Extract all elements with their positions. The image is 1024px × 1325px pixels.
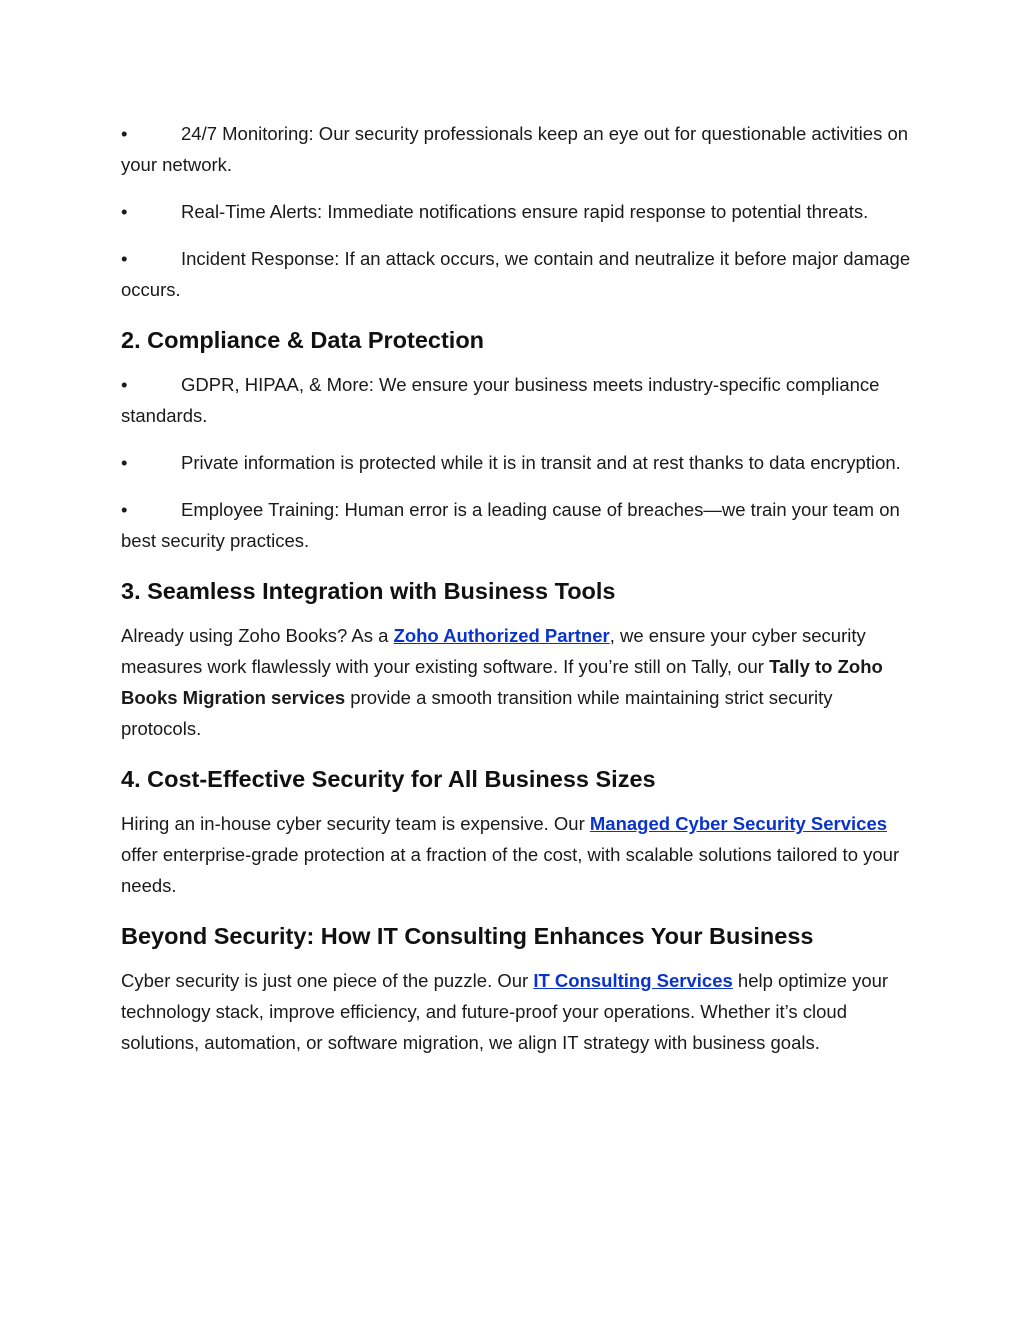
bullet-dot: • [121, 201, 128, 222]
text-run: Already using Zoho Books? As a [121, 625, 394, 646]
bullet-item-alerts [121, 196, 911, 227]
text-run: , we ensure your cyber security measures work flawlessly with your existing software. If you’re still on Tally, our [121, 625, 866, 677]
text-run: Hiring an in-house cyber security team is expensive. Our [121, 813, 590, 834]
bullet-text: 24/7 Monitoring: Our security professionals keep an eye out for questionable activities on your network. [121, 123, 909, 175]
bullet-item-monitoring [121, 118, 911, 180]
bullet-text: Real-Time Alerts: Immediate notifications ensure rapid response to potential threats. [181, 201, 869, 222]
bullet-dot: • [121, 248, 128, 269]
bullet-dot: • [121, 123, 128, 144]
bullet-text: Employee Training: Human error is a leading cause of breaches—we train your team on best security practices. [121, 499, 900, 551]
paragraph-it-consulting [121, 965, 911, 1058]
bullet-dot: • [121, 374, 128, 395]
section-heading-integration: 3. Seamless Integration with Business Tools [121, 578, 616, 604]
section-heading-beyond-security: Beyond Security: How IT Consulting Enhances Your Business [121, 923, 814, 949]
bullet-text: GDPR, HIPAA, & More: We ensure your business meets industry-specific compliance standards. [121, 374, 880, 426]
section-heading-cost-effective: 4. Cost-Effective Security for All Business Sizes [121, 766, 656, 792]
bullet-item-training [121, 494, 911, 556]
text-run: help optimize your technology stack, improve efficiency, and future-proof your operations. Whether it’s cloud solutions, automation, or software migration, we align IT strategy with business goals. [121, 970, 889, 1053]
bullet-text: Private information is protected while it is in transit and at rest thanks to data encryption. [181, 452, 901, 473]
bullet-text: Incident Response: If an attack occurs, we contain and neutralize it before major damage occurs. [121, 248, 911, 300]
it-consulting-services-link[interactable]: IT Consulting Services [533, 970, 733, 991]
bullet-dot: • [121, 452, 128, 473]
text-run: provide a smooth transition while maintaining strict security protocols. [121, 687, 833, 739]
bullet-dot: • [121, 499, 128, 520]
text-run: Cyber security is just one piece of the puzzle. Our [121, 970, 534, 991]
bullet-item-encryption [121, 447, 911, 478]
managed-cyber-security-link[interactable]: Managed Cyber Security Services [589, 813, 888, 834]
section-heading-compliance: 2. Compliance & Data Protection [121, 327, 485, 353]
paragraph-integration [121, 620, 911, 744]
document-page [121, 118, 911, 1074]
bullet-item-incident-response [121, 243, 911, 305]
paragraph-cost-effective [121, 808, 911, 901]
bold-migration-services: Tally to Zoho Books Migration services [121, 656, 883, 708]
zoho-authorized-partner-link[interactable]: Zoho Authorized Partner [393, 625, 610, 646]
bullet-item-gdpr [121, 369, 911, 431]
text-run: offer enterprise-grade protection at a fraction of the cost, with scalable solutions tailored to your needs. [121, 844, 900, 896]
